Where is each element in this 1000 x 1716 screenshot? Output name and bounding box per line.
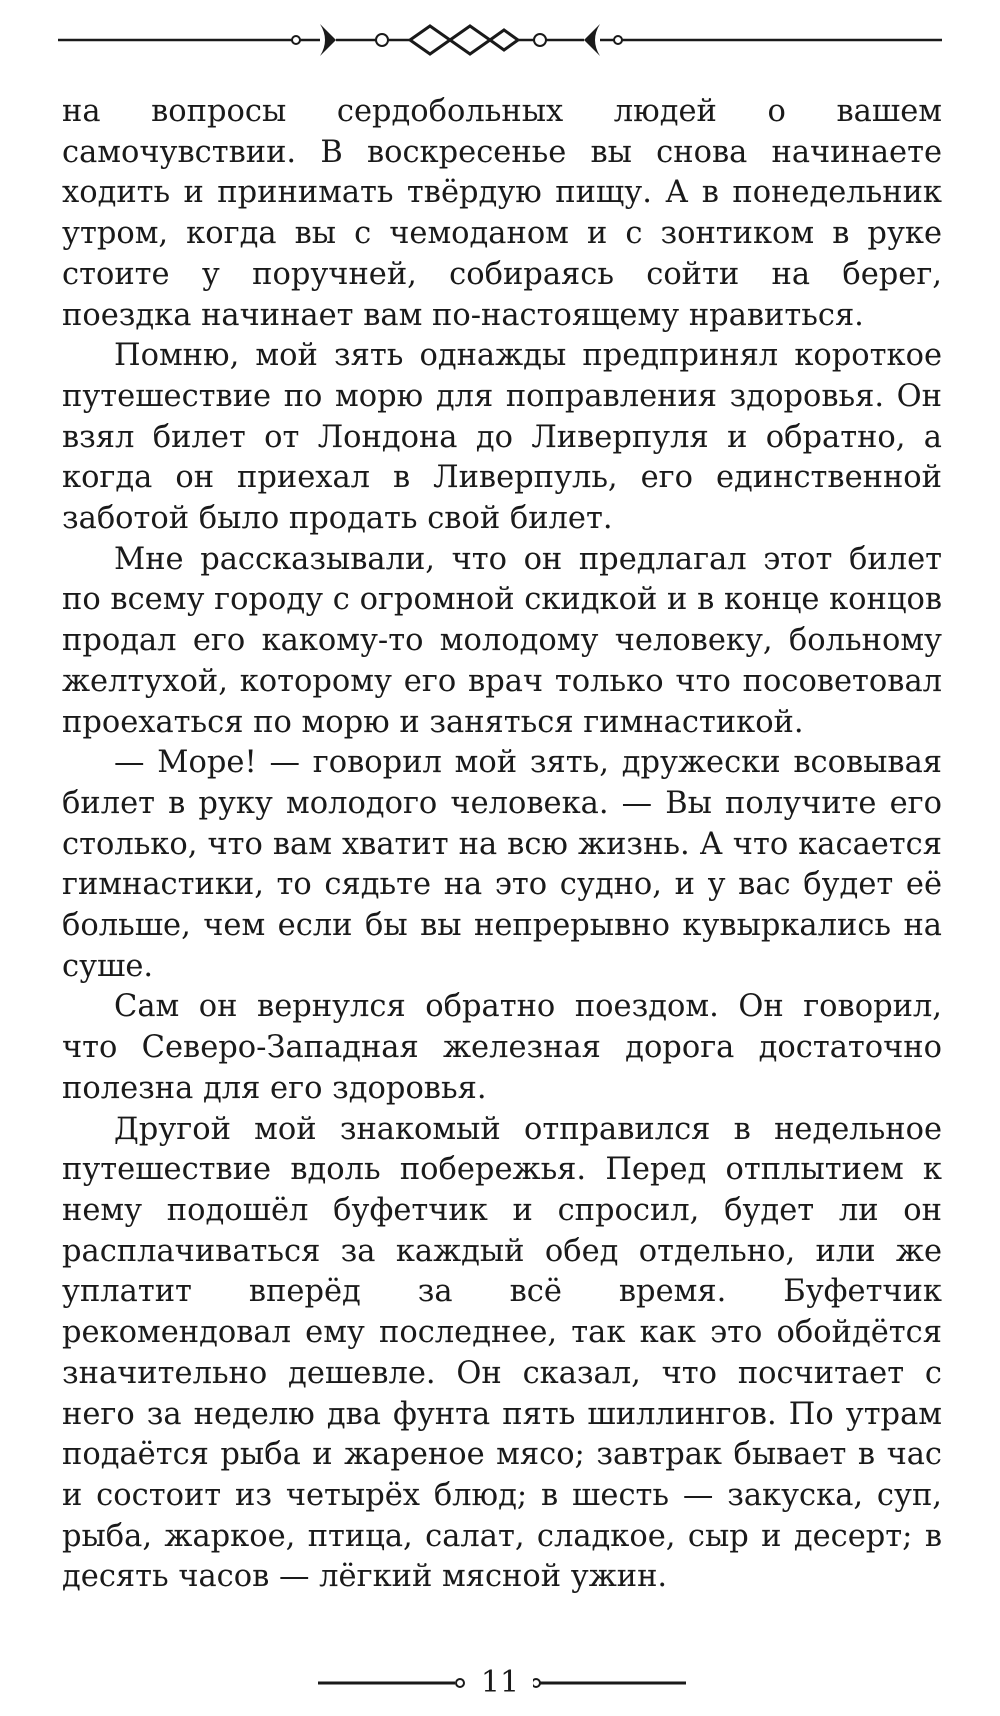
paragraph-1: на вопросы сердобольных людей о вашем самочувствии. В воскресенье вы снова начинаете ходить и принимать твёрдую пищу. А в понедельник утром, когда вы с чемоданом и с зонтиком в руке стоите у поручней, собираясь сойти на берег, поездка начинает вам по-настоящему нравиться. [62,94,942,333]
header-ornament [58,10,942,62]
paragraph-4: — Море! — говорил мой зять, дружески всовывая билет в руку молодого человека. — Вы получите его столько, что вам хватит на всю жизнь. А что касается гимнастики, то сядьте на это судно, и у вас будет её больше, чем если бы вы непрерывно кувыркались на суше. [62,745,942,984]
paragraph-2: Помню, мой зять однажды предпринял короткое путешествие по морю для поправления здоровья. Он взял билет от Лондона до Ливерпуля и обратно, а когда он приехал в Ливерпуль, его единственной заботой было продать свой билет. [62,338,942,537]
body-text [62,92,942,1598]
page-footer [0,1665,1000,1701]
paragraph-6: Другой мой знакомый отправился в недельное путешествие вдоль побережья. Перед отплытием к нему подошёл буфетчик и спросил, будет ли он расплачиваться за каждый обед отдельно, или же уплатит вперёд за всё время. Буфетчик рекомендовал ему последнее, так как это обойдётся значительно дешевле. Он сказал, что посчитает с него за неделю два фунта пять шиллингов. По утрам подаётся рыба и жареное мясо; завтрак бывает в час и состоит из четырёх блюд; в шесть — закуска, суп, рыба, жаркое, птица, салат, сладкое, сыр и десерт; в десять часов — лёгкий мясной ужин. [62,1111,942,1595]
paragraph-3: Мне рассказывали, что он предлагал этот билет по всему городу с огромной скидкой и в конце концов продал его какому-то молодому человеку, больному желтухой, которому его врач только что посоветовал проехаться по морю и заняться гимнастикой. [62,541,942,740]
paragraph-5: Сам он вернулся обратно поездом. Он говорил, что Северо-Западная железная дорога достаточно полезна для его здоровья. [62,989,942,1106]
page-number: 11 [0,1665,1000,1701]
